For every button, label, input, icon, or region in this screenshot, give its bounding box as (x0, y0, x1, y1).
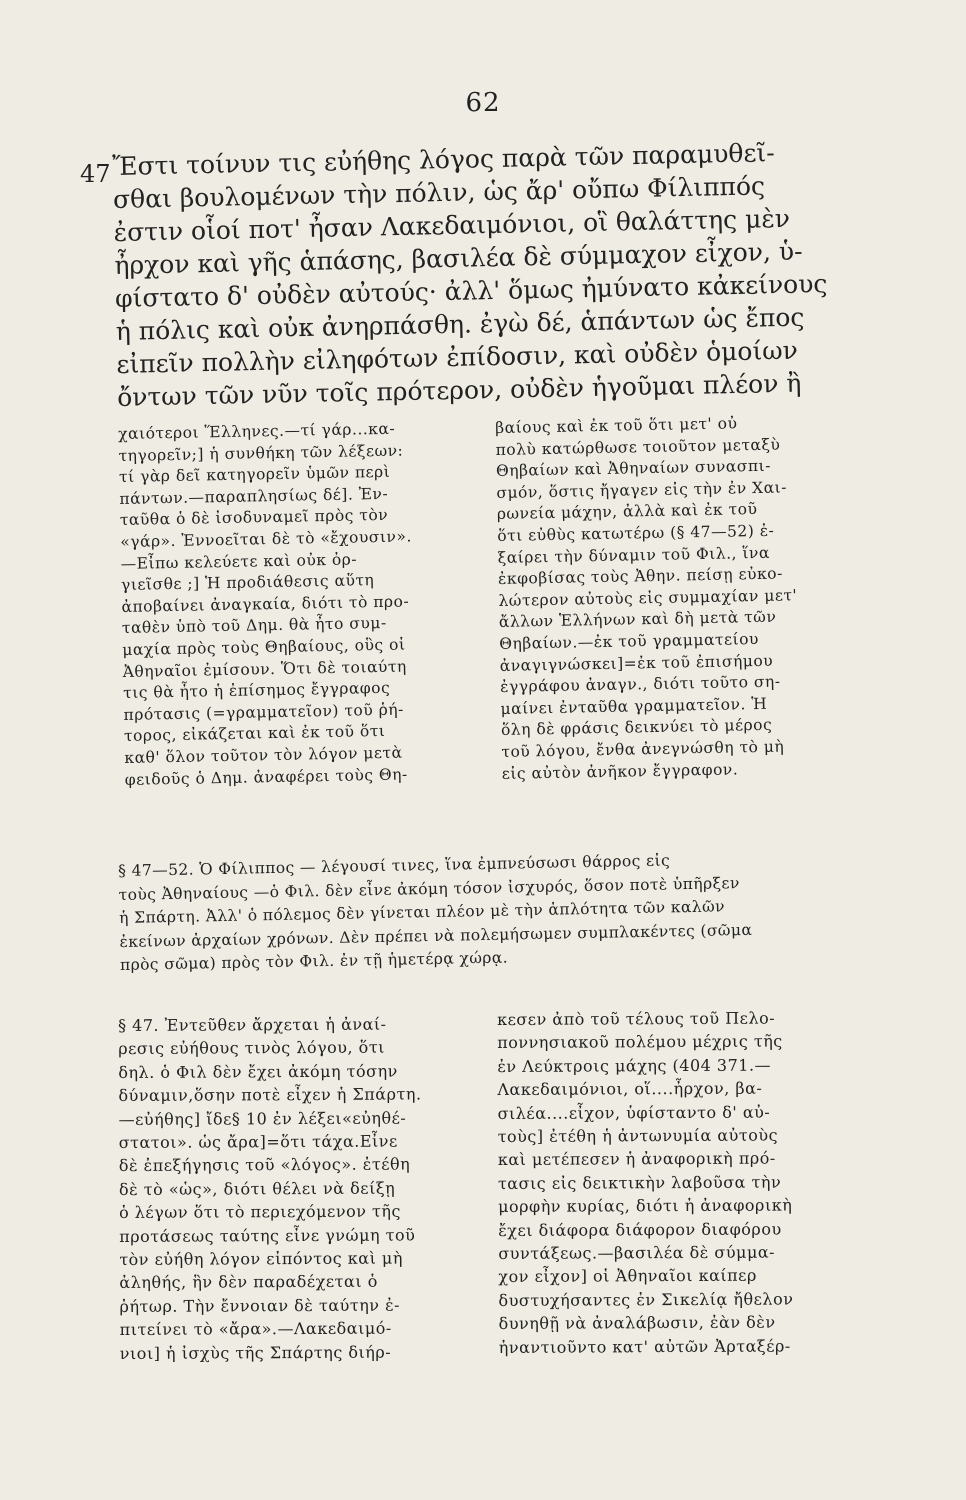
summary-line: ἡ Σπάρτη. Ἀλλ' ὁ πόλεμος δὲν γίνεται πλέον μὲ τὴν ἁπλότητα τῶν καλῶν (118, 897, 726, 927)
note-line: —Εἶπω κελεύετε καὶ οὐκ ὀρ- (120, 549, 358, 573)
commentary-line: νιοι] ἡ ἰσχὺς τῆς Σπάρτης διήρ- (119, 1342, 392, 1363)
commentary-line: § 47. Ἐντεῦθεν ἄρχεται ἡ ἀναί- (118, 1014, 387, 1035)
note-line: ὅτι εὐθὺς κατωτέρω (§ 47—52) ἐ- (497, 521, 775, 545)
main-text-line: ὄντων τῶν νῦν τοῖς πρότερον, οὐδὲν ἡγοῦμαι πλέον ἢ (116, 368, 802, 412)
commentary-line: ρεσις εὐήθους τινὸς λόγου, ὅτι (118, 1038, 385, 1059)
commentary-line: —εὐήθης] ἴδε§ 10 ἐν λέξει«εὐηθέ- (118, 1108, 407, 1129)
commentary-line: τοὺς] ἐτέθη ἡ ἀντωνυμία αὐτοὺς (497, 1125, 779, 1147)
commentary-line: δὲ ἐπεξήγησις τοῦ «λόγος». ἐτέθη (118, 1154, 411, 1176)
bottom-right-column (497, 1006, 859, 1359)
bottom-left-column (118, 1012, 480, 1365)
note-line: ρωνεία μάχην, ἀλλὰ καὶ ἐκ τοῦ (496, 500, 758, 524)
note-line: ἄλλων Ἑλλήνων καὶ δὴ μετὰ τῶν (498, 607, 777, 632)
note-line: τορος, εἰκάζεται καὶ ἐκ τοῦ ὅτι (123, 722, 386, 746)
main-text-line: ἦρχον καὶ γῆς ἁπάσης, βασιλέα δὲ σύμμαχον εἶχον, ὑ- (114, 236, 803, 280)
note-line: εἰς αὐτὸν ἀνῆκον ἔγγραφον. (501, 759, 739, 783)
note-line: Θηβαίων καὶ Ἀθηναίων συνασπι- (495, 456, 772, 481)
main-text-line: φίστατο δ' οὐδὲν αὐτούς· ἀλλ' ὅμως ἠμύνατο κἀκείνους (114, 269, 828, 313)
commentary-line: ἔχει διάφορα διάφορον διαφόρου (498, 1219, 782, 1240)
commentary-line: σιλέα....εἶχον, ὑφίσταντο δ' αὐ- (497, 1102, 771, 1123)
note-line: τηγορεῖν;] ἡ συνθήκη τῶν λέξεων: (118, 441, 404, 465)
commentary-line: ἠναντιοῦντο κατ' αὐτῶν Ἀρταξέρ- (498, 1336, 791, 1357)
main-text-line: ἡ πόλις καὶ οὐκ ἀνηρπάσθη. ἐγὼ δέ, ἁπάντων ὡς ἔπος (115, 302, 805, 346)
commentary-line: καὶ μετέπεσεν ἡ ἀναφορικὴ πρό- (497, 1148, 776, 1170)
note-line: σμόν, ὅστις ἤγαγεν εἰς τὴν ἐν Χαι- (496, 478, 788, 502)
note-line: ταῦθα ὁ δὲ ἰσοδυναμεῖ πρὸς τὸν (119, 506, 389, 530)
summary-line: ἐκείνων ἀρχαίων χρόνων. Δὲν πρέπει νὰ πολεμήσωμεν συμπλακέντες (σῶμα (119, 920, 753, 951)
main-text-line: ἐστιν οἷοί ποτ' ἦσαν Λακεδαιμόνιοι, οἳ θαλάττης μὲν (113, 203, 791, 247)
notes-right-column (495, 411, 862, 785)
note-line: ἀποβαίνει ἀναγκαία, διότι τὸ προ- (121, 592, 410, 616)
note-line: Ἀθηναῖοι ἐμίσουν. Ὅτι δὲ τοιαύτη (122, 657, 407, 681)
commentary-line: τασις εἰς δεικτικὴν λαβοῦσα τὴν (497, 1172, 782, 1193)
commentary-line: κεσεν ἀπὸ τοῦ τέλους τοῦ Πελο- (497, 1008, 776, 1029)
note-line: γιεῖσθε ;] Ἡ προδιάθεσις αὕτη (120, 571, 375, 595)
commentary-line: ἀληθής, ἣν δὲν παραδέχεται ὁ (119, 1272, 378, 1293)
note-line: μαχία πρὸς τοὺς Θηβαίους, οὓς οἱ (122, 635, 406, 659)
summary-line: πρὸς σῶμα) πρὸς τὸν Φιλ. ἐν τῇ ἡμετέρᾳ χώρᾳ. (119, 948, 509, 974)
commentary-line: ποννησιακοῦ πολέμου μέχρις τῆς (497, 1031, 783, 1053)
commentary-line: μορφὴν κυρίας, διότι ἡ ἀναφορικὴ (497, 1195, 793, 1217)
note-line: πολὺ κατώρθωσε τοιοῦτον μεταξὺ (495, 435, 781, 459)
commentary-line: δηλ. ὁ Φιλ δὲν ἔχει ἀκόμη τόσην (118, 1061, 398, 1082)
commentary-line: στατοι». ὡς ἄρα]=ὅτι τάχα.Εἶνε (118, 1131, 398, 1153)
page-number: 62 (465, 88, 501, 118)
section-number: 47 (80, 160, 111, 188)
note-line: τις θὰ ἦτο ἡ ἐπίσημος ἔγγραφος (122, 678, 391, 703)
note-line: ἐγγράφου ἀναγν., διότι τοῦτο ση- (499, 672, 781, 697)
note-line: χαιότεροι Ἕλληνες.—τί γάρ...κα- (118, 419, 396, 443)
commentary-line: δυστυχήσαντες ἐν Σικελίᾳ ἤθελον (498, 1289, 794, 1310)
commentary-line: χον εἶχον] οἱ Ἀθηναῖοι καίπερ (498, 1266, 757, 1287)
note-line: ἀναγιγνώσκει]=ἐκ τοῦ ἐπισήμου (499, 651, 774, 675)
commentary-line: ὁ λέγων ὅτι τὸ περιεχόμενον τῆς (118, 1201, 401, 1223)
main-text-line: Ἔστι τοίνυν τις εὐήθης λόγος παρὰ τῶν παραμυθεῖ- (112, 138, 775, 181)
note-line: ταθὲν ὑπὸ τοῦ Δημ. θὰ ἦτο συμ- (121, 614, 387, 638)
commentary-line: Λακεδαιμόνιοι, οἵ....ἦρχον, βα- (497, 1078, 763, 1100)
notes-left-column (118, 417, 485, 791)
note-line: πάντων.—παραπλησίως δέ]. Ἐν- (119, 484, 389, 508)
note-line: τοῦ λόγου, ἔνθα ἀνεγνώσθη τὸ μὴ (501, 737, 785, 761)
main-text-line: σθαι βουλομένων τὴν πόλιν, ὡς ἄρ' οὔπω Φίλιππός (112, 171, 766, 214)
summary-line: τοὺς Ἀθηναίους —ὁ Φιλ. δὲν εἶνε ἀκόμη τόσον ἰσχυρός, ὅσον ποτὲ ὑπῆρξεν (118, 873, 740, 904)
note-line: καθ' ὅλον τοῦτον τὸν λόγον μετὰ (124, 743, 403, 767)
summary-paragraph (118, 846, 855, 978)
note-line: ξαίρει τὴν δύναμιν τοῦ Φιλ., ἵνα (497, 543, 771, 567)
commentary-line: συντάξεως.—βασιλέα δὲ σύμμα- (498, 1242, 776, 1264)
note-line: ἐκφοβίσας τοὺς Ἀθην. πείσῃ εὐκο- (497, 564, 783, 589)
note-line: Θηβαίων.—ἐκ τοῦ γραμματείου (499, 629, 760, 653)
note-line: λώτερον αὐτοὺς εἰς συμμαχίαν μετ' (498, 585, 798, 610)
note-line: βαίους καὶ ἐκ τοῦ ὅτι μετ' οὐ (495, 414, 738, 437)
note-line: ὅλη δὲ φράσις δεικνύει τὸ μέρος (500, 716, 773, 740)
commentary-line: προτάσεως ταύτης εἶνε γνώμη τοῦ (119, 1225, 416, 1246)
main-text (112, 135, 852, 414)
commentary-line: δὲ τὸ «ὡς», διότι θέλει νὰ δείξῃ (118, 1178, 396, 1199)
commentary-line: ῥήτωρ. Τὴν ἔννοιαν δὲ ταύτην ἐ- (119, 1295, 401, 1316)
note-line: «γάρ». Ἐννοεῖται δὲ τὸ «ἔχουσιν». (120, 527, 412, 551)
note-line: φειδοῦς ὁ Δημ. ἀναφέρει τοὺς Θη- (124, 765, 408, 789)
commentary-line: δυνηθῇ νὰ ἀναλάβωσιν, ἐὰν δὲν (498, 1312, 776, 1334)
main-text-line: εἰπεῖν πολλὴν εἰληφότων ἐπίδοσιν, καὶ οὐδὲν ὁμοίων (116, 335, 799, 379)
note-line: πρότασις (=γραμματεῖον) τοῦ ῥή- (123, 700, 404, 724)
commentary-line: ἐν Λεύκτροις μάχης (404 371.— (497, 1055, 772, 1076)
note-line: τί γὰρ δεῖ κατηγορεῖν ὑμῶν περὶ (118, 462, 391, 487)
note-line: μαίνει ἐνταῦθα γραμματεῖον. Ἡ (500, 694, 768, 718)
commentary-line: πιτείνει τὸ «ἄρα».—Λακεδαιμό- (119, 1318, 392, 1340)
commentary-line: τὸν εὐήθη λόγον εἰπόντος καὶ μὴ (119, 1248, 403, 1270)
commentary-line: δύναμιν,ὅσην ποτὲ εἶχεν ἡ Σπάρτη. (118, 1084, 422, 1106)
summary-line: § 47—52. Ὁ Φίλιππος — λέγουσί τινες, ἵνα ἐμπνεύσωσι θάρρος εἰς (118, 851, 671, 880)
